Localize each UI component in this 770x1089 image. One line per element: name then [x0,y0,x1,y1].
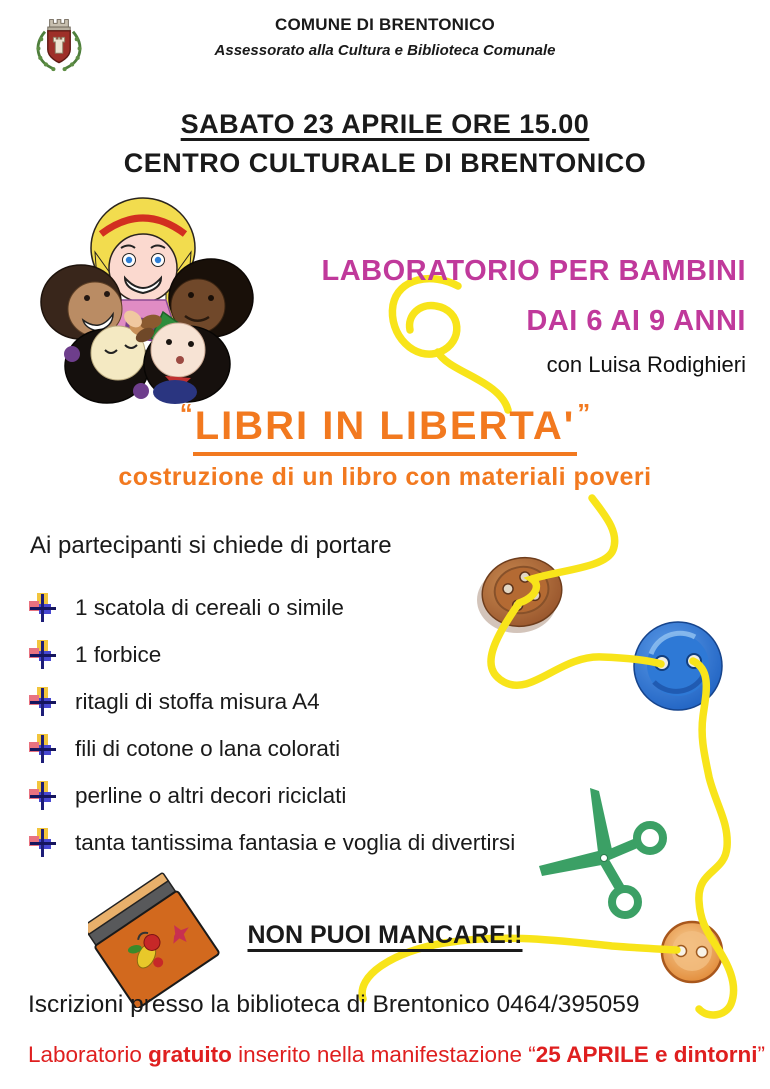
needle-thread-bullet-icon [28,733,58,765]
list-item [28,631,515,678]
needle-thread-bullet-icon [28,827,58,859]
needle-thread-bullet-icon [28,686,58,718]
list-item [28,584,515,631]
title-open-quote: “ [179,398,193,428]
materials-intro: Ai partecipanti si chiede di portare [30,532,392,559]
note-open-quote: “ [528,1042,536,1067]
title-close-quote: ” [577,398,591,428]
materials-list [28,584,515,866]
free-workshop-note [28,1042,765,1068]
department-name: Assessorato alla Cultura e Biblioteca Comunale [214,42,556,59]
note-event-name: 25 APRILE e dintorni [535,1042,758,1067]
needle-thread-bullet-icon [28,592,58,624]
needle-thread-bullet-icon [28,780,58,812]
instructor-line: con Luisa Rodighieri [546,352,746,377]
list-item-label: tanta tantissima fantasia e voglia di divertirsi [75,829,516,855]
workshop-title [0,398,770,449]
list-item [28,819,515,866]
note-gratuito: gratuito [148,1042,232,1067]
list-item [28,772,515,819]
list-item-label: fili di cotone o lana colorati [75,735,341,761]
workshop-audience-block [322,246,746,378]
list-item-label: 1 scatola di cereali o simile [75,594,344,620]
title-main-text: LIBRI IN LIBERTA' [193,404,578,456]
organization-name: COMUNE DI BRENTONICO [275,15,495,34]
event-date-line: SABATO 23 APRILE ORE 15.00 [180,109,590,139]
workshop-subtitle: costruzione di un libro con materiali poveri [118,463,652,491]
list-item-label: 1 forbice [75,641,162,667]
registration-line: Iscrizioni presso la biblioteca di Brentonico 0464/395059 [28,991,640,1018]
cta-line: NON PUOI MANCARE!! [247,921,523,949]
note-mid: inserito nella manifestazione [231,1042,529,1067]
event-venue-line: CENTRO CULTURALE DI BRENTONICO [123,148,647,178]
list-item-label: ritagli di stoffa misura A4 [75,688,320,714]
needle-thread-bullet-icon [28,639,58,671]
audience-line2: DAI 6 AI 9 ANNI [526,305,746,337]
scissors-icon [539,788,663,915]
list-item [28,678,515,725]
list-item-label: perline o altri decori riciclati [75,782,347,808]
audience-line1: LABORATORIO PER BAMBINI [321,255,746,287]
list-item [28,725,515,772]
note-close-quote: ” [757,1042,765,1067]
note-pre: Laboratorio [28,1042,149,1067]
children-circle-illustration [25,192,260,404]
